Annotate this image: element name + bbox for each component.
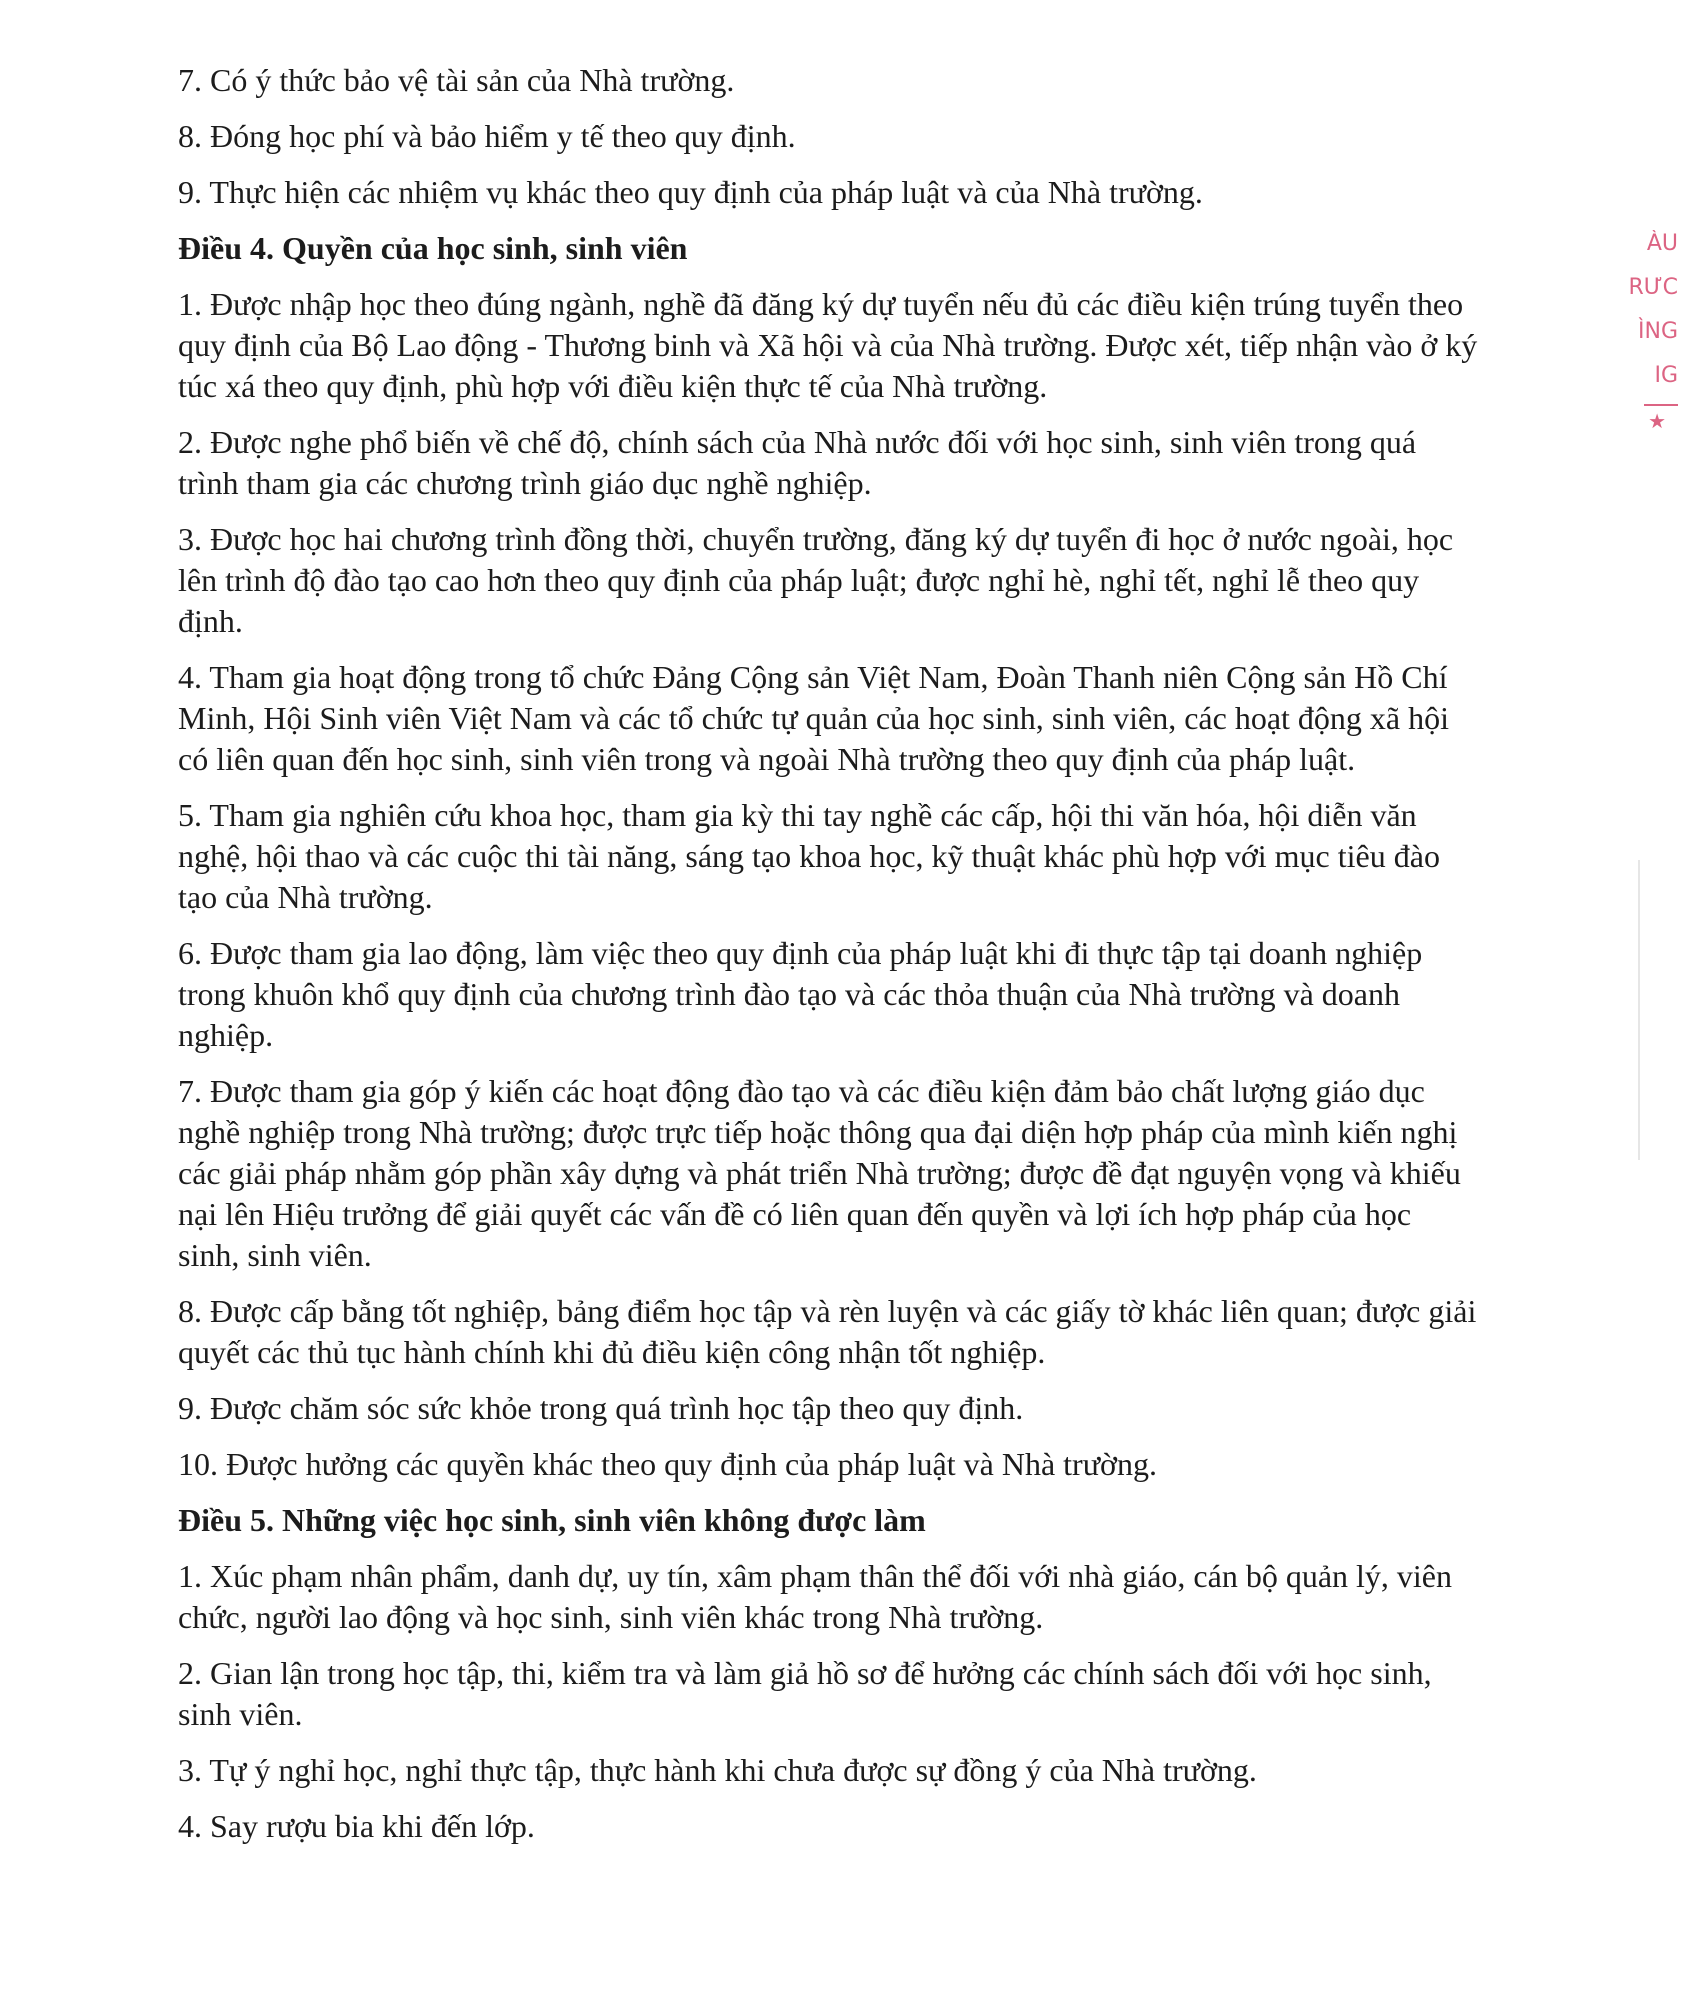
list-item: 3. Được học hai chương trình đồng thời, chuyển trường, đăng ký dự tuyển đi học ở nước ngoài, học lên trình độ đào tạo cao hơn theo quy định của pháp luật; được nghỉ hè, nghỉ tết, nghỉ lễ theo quy định.	[178, 521, 1454, 639]
list-item: 7. Có ý thức bảo vệ tài sản của Nhà trường.	[178, 62, 735, 98]
list-item: 10. Được hưởng các quyền khác theo quy định của pháp luật và Nhà trường.	[178, 1446, 1157, 1482]
list-item: 7. Được tham gia góp ý kiến các hoạt động đào tạo và các điều kiện đảm bảo chất lượng giáo dục nghề nghiệp trong Nhà trường; được trực tiếp hoặc thông qua đại diện hợp pháp của mình kiến nghị các giải pháp nhằm góp phần xây dựng và phát triển Nhà trường; được đề đạt nguyện vọng và khiếu nại lên Hiệu trưởng để giải quyết các vấn đề có liên quan đến quyền và lợi ích hợp pháp của học sinh, sinh viên.	[178, 1073, 1461, 1273]
list-item: 2. Gian lận trong học tập, thi, kiểm tra và làm giả hồ sơ để hưởng các chính sách đối với học sinh, sinh viên.	[178, 1655, 1432, 1732]
list-item: 6. Được tham gia lao động, làm việc theo quy định của pháp luật khi đi thực tập tại doanh nghiệp trong khuôn khổ quy định của chương trình đào tạo và các thỏa thuận của Nhà trường và doanh nghiệp.	[178, 935, 1423, 1053]
list-item: 4. Say rượu bia khi đến lớp.	[178, 1808, 535, 1844]
document-body	[178, 60, 1478, 1862]
list-item: 5. Tham gia nghiên cứu khoa học, tham gia kỳ thi tay nghề các cấp, hội thi văn hóa, hội diễn văn nghệ, hội thao và các cuộc thi tài năng, sáng tạo khoa học, kỹ thuật khác phù hợp với mục tiêu đào tạo của Nhà trường.	[178, 797, 1440, 915]
partial-stamp	[1608, 222, 1678, 462]
list-item: 8. Đóng học phí và bảo hiểm y tế theo quy định.	[178, 118, 796, 154]
list-item: 1. Xúc phạm nhân phẩm, danh dự, uy tín, xâm phạm thân thể đối với nhà giáo, cán bộ quản lý, viên chức, người lao động và học sinh, sinh viên khác trong Nhà trường.	[178, 1558, 1452, 1635]
list-item: 1. Được nhập học theo đúng ngành, nghề đã đăng ký dự tuyển nếu đủ các điều kiện trúng tuyển theo quy định của Bộ Lao động - Thương binh và Xã hội và của Nhà trường. Được xét, tiếp nhận vào ở ký túc xá theo quy định, phù hợp với điều kiện thực tế của Nhà trường.	[178, 286, 1478, 404]
stamp-line-2: RƯC	[1628, 275, 1678, 300]
list-item: 4. Tham gia hoạt động trong tổ chức Đảng Cộng sản Việt Nam, Đoàn Thanh niên Cộng sản Hồ Chí Minh, Hội Sinh viên Việt Nam và các tổ chức tự quản của học sinh, sinh viên, các hoạt động xã hội có liên quan đến học sinh, sinh viên trong và ngoài Nhà trường theo quy định của pháp luật.	[178, 659, 1449, 777]
article-heading: Điều 4. Quyền của học sinh, sinh viên	[178, 230, 688, 266]
list-item: 9. Được chăm sóc sức khỏe trong quá trình học tập theo quy định.	[178, 1390, 1024, 1426]
stamp-line-4: IG	[1654, 363, 1678, 388]
list-item: 2. Được nghe phổ biến về chế độ, chính sách của Nhà nước đối với học sinh, sinh viên trong quá trình tham gia các chương trình giáo dục nghề nghiệp.	[178, 424, 1417, 501]
stamp-line-1: ÀU	[1646, 231, 1678, 256]
list-item: 3. Tự ý nghỉ học, nghỉ thực tập, thực hành khi chưa được sự đồng ý của Nhà trường.	[178, 1752, 1257, 1788]
article-heading: Điều 5. Những việc học sinh, sinh viên không được làm	[178, 1502, 926, 1538]
stamp-rule	[1644, 404, 1678, 406]
list-item: 9. Thực hiện các nhiệm vụ khác theo quy định của pháp luật và của Nhà trường.	[178, 174, 1203, 210]
list-item: 8. Được cấp bằng tốt nghiệp, bảng điểm học tập và rèn luyện và các giấy tờ khác liên quan; được giải quyết các thủ tục hành chính khi đủ điều kiện công nhận tốt nghiệp.	[178, 1293, 1477, 1370]
star-icon: ★	[1648, 409, 1666, 433]
scan-bleed-line	[1638, 860, 1640, 1160]
stamp-line-3: ÌNG	[1638, 319, 1678, 344]
